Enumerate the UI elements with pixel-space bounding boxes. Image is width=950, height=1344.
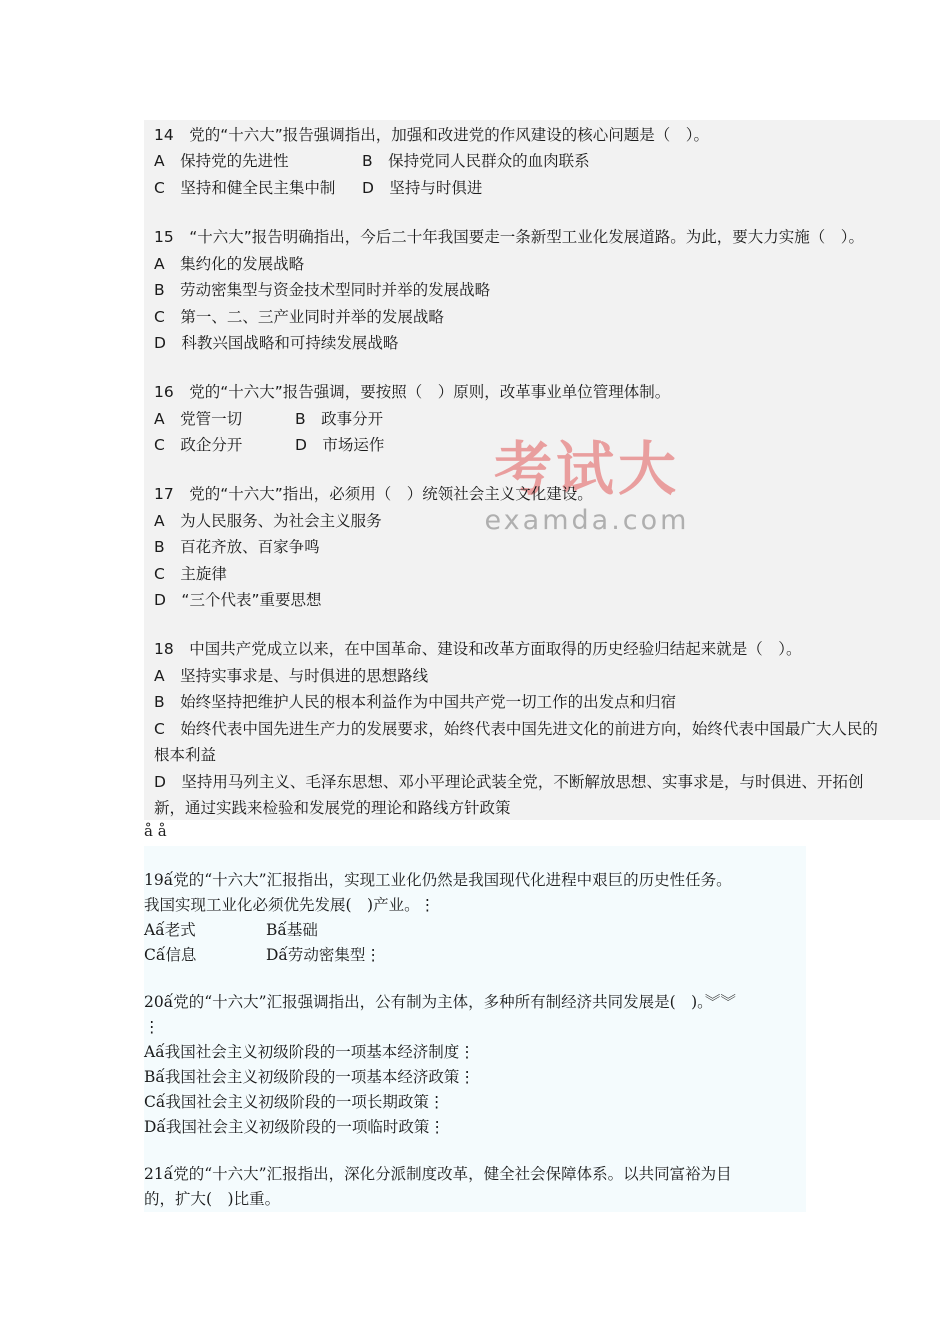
q19-option-a: Aấ老式 <box>144 921 196 939</box>
q19-stem-line1: 19ấ党的“十六大”汇报指出，实现工业化仍然是我国现代化进程中艰巨的历史性任务。 <box>144 871 732 889</box>
q18-option-a: A 坚持实事求是、与时俱进的思想路线 <box>154 667 429 685</box>
watermark-chinese-text: 考试大 <box>493 435 680 503</box>
q15-option-c: C 第一、二、三产业同时并举的发展战略 <box>154 308 444 326</box>
q19-option-c: Cấ信息 <box>144 946 197 964</box>
q16-option-c: C 政企分开 <box>154 436 243 454</box>
scanned-question-image <box>144 120 940 820</box>
q18-option-c-line1: C 始终代表中国先进生产力的发展要求，始终代表中国先进文化的前进方向，始终代表中国最广大人民的 <box>154 720 878 738</box>
q20-stem-line1: 20ấ党的“十六大”汇报强调指出，公有制为主体，多种所有制经济共同发展是( )。︾︾ <box>144 993 736 1011</box>
q15-option-b: B 劳动密集型与资金技术型同时并举的发展战略 <box>154 281 491 299</box>
q21-stem-line2: 的，扩大( )比重。 <box>144 1190 281 1208</box>
q18-option-d-line2: 新，通过实践来检验和发展党的理论和路线方针政策 <box>154 799 511 817</box>
q16-option-d: D 市场运作 <box>295 436 385 454</box>
q17-option-b: B 百花齐放、百家争鸣 <box>154 538 320 556</box>
q17-option-a: A 为人民服务、为社会主义服务 <box>154 512 382 530</box>
q18-stem: 18 中国共产党成立以来，在中国革命、建设和改革方面取得的历史经验归结起来就是（ ）。 <box>154 640 802 658</box>
q14-stem: 14 党的“十六大”报告强调指出，加强和改进党的作风建设的核心问题是（ ）。 <box>154 126 710 144</box>
watermark-domain-text: examda.com <box>484 505 690 536</box>
q17-option-c: C 主旋律 <box>154 565 227 583</box>
q20-stem-line2: ⋮ <box>144 1018 160 1036</box>
garbled-marker: å å <box>144 822 167 840</box>
q20-option-d: Dấ我国社会主义初级阶段的一项临时政策⋮ <box>144 1118 445 1136</box>
q18-option-b: B 始终坚持把维护人民的根本利益作为中国共产党一切工作的出发点和归宿 <box>154 693 677 711</box>
q15-option-a: A 集约化的发展战略 <box>154 255 305 273</box>
question-text-block <box>144 846 806 1212</box>
q18-option-c-line2: 根本利益 <box>154 746 217 764</box>
q15-stem: 15 “十六大”报告明确指出，今后二十年我国要走一条新型工业化发展道路。为此，要大力实施（ ）。 <box>154 228 865 246</box>
q18-option-d-line1: D 坚持用马列主义、毛泽东思想、邓小平理论武装全党，不断解放思想、实事求是，与时俱进、开拓创 <box>154 773 864 791</box>
q20-option-b: Bấ我国社会主义初级阶段的一项基本经济政策⋮ <box>144 1068 475 1086</box>
q14-option-d: D 坚持与时俱进 <box>362 179 483 197</box>
q15-option-d: D 科教兴国战略和可持续发展战略 <box>154 334 399 352</box>
q16-stem: 16 党的“十六大”报告强调，要按照（ ）原则，改革事业单位管理体制。 <box>154 383 671 401</box>
q16-option-b: B 政事分开 <box>295 410 384 428</box>
q14-option-a: A 保持党的先进性 <box>154 152 289 170</box>
q14-option-b: B 保持党同人民群众的血肉联系 <box>362 152 590 170</box>
q14-option-c: C 坚持和健全民主集中制 <box>154 179 336 197</box>
q21-stem-line1: 21ấ党的“十六大”汇报指出，深化分派制度改革，健全社会保障体系。以共同富裕为目 <box>144 1165 732 1183</box>
q20-option-a: Aấ我国社会主义初级阶段的一项基本经济制度⋮ <box>144 1043 475 1061</box>
q17-stem: 17 党的“十六大”指出，必须用（ ）统领社会主义文化建设。 <box>154 485 593 503</box>
q19-option-d: Dấ劳动密集型⋮ <box>266 946 381 964</box>
q19-stem-line2: 我国实现工业化必须优先发展( )产业。⋮ <box>144 896 436 914</box>
q19-option-b: Bấ基础 <box>266 921 318 939</box>
q17-option-d: D “三个代表”重要思想 <box>154 591 322 609</box>
q20-option-c: Cấ我国社会主义初级阶段的一项长期政策⋮ <box>144 1093 445 1111</box>
q16-option-a: A 党管一切 <box>154 410 243 428</box>
